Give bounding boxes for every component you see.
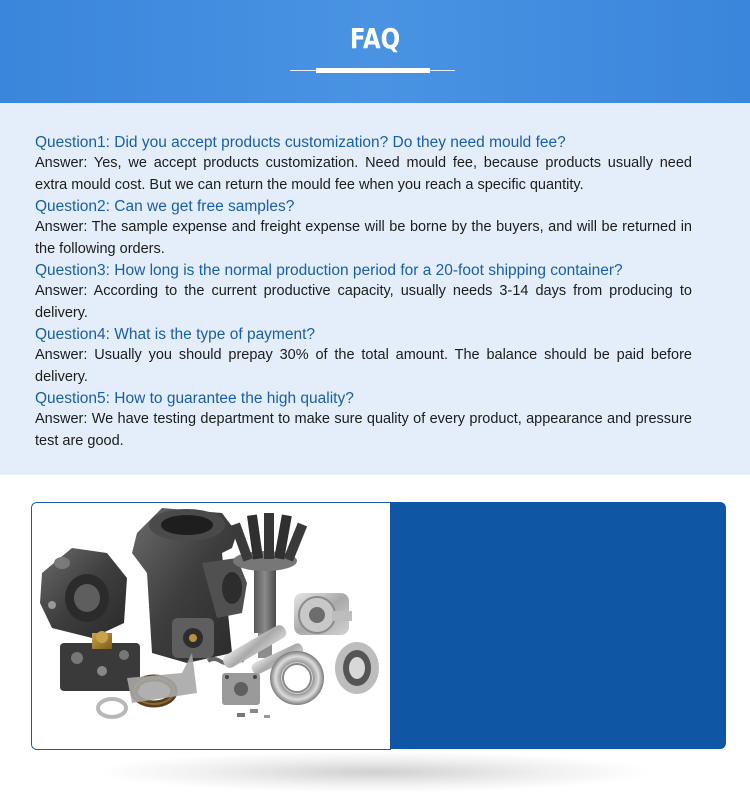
product-image — [31, 502, 391, 750]
faq-answer: Answer: Usually you should prepay 30% of the total amount. The balance should be paid before delivery. — [35, 347, 692, 385]
faq-answer: Answer: Yes, we accept products customization. Need mould fee, because products usually need extra mould cost. But we can return the mould fee when you reach a specific quantity. — [35, 155, 692, 193]
faq-item-1 — [35, 132, 692, 196]
faq-item-2 — [35, 196, 692, 260]
faq-question: Question2: Can we get free samples? — [35, 198, 295, 215]
faq-item-5 — [35, 388, 692, 452]
faq-header — [0, 0, 750, 103]
faq-answer: Answer: The sample expense and freight expense will be borne by the buyers, and will be returned in the following orders. — [35, 219, 692, 257]
product-card-shadow — [100, 752, 650, 792]
faq-question: Question3: How long is the normal production period for a 20-foot shipping container? — [35, 262, 623, 279]
faq-item-4 — [35, 324, 692, 388]
page-title: FAQ — [349, 22, 401, 55]
faq-question: Question5: How to guarantee the high quality? — [35, 390, 354, 407]
faq-list — [35, 132, 692, 452]
product-info-panel — [390, 502, 726, 749]
faq-item-3 — [35, 260, 692, 324]
hydraulic-pump-parts-image — [32, 503, 391, 749]
faq-question: Question1: Did you accept products customization? Do they need mould fee? — [35, 134, 566, 151]
faq-answer: Answer: We have testing department to make sure quality of every product, appearance and pressure test are good. — [35, 411, 692, 449]
title-underline-thick — [316, 68, 430, 73]
faq-question: Question4: What is the type of payment? — [35, 326, 316, 343]
faq-answer: Answer: According to the current productive capacity, usually needs 3-14 days from producing to delivery. — [35, 283, 692, 321]
